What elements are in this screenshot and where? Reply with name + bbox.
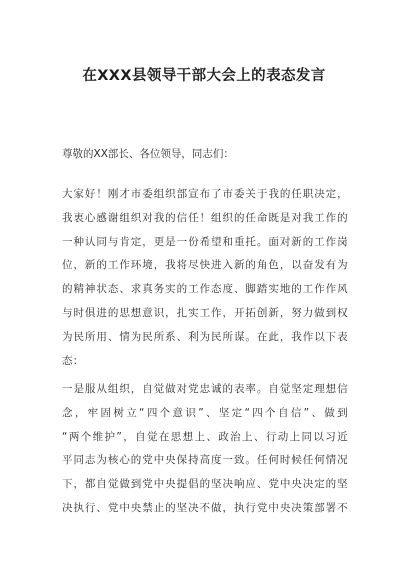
text-line: 与时俱进的思想意识，扎实工作，开拓创新，努力做到权 xyxy=(62,306,348,319)
text-line: 决执行、党中央禁止的坚决不做，执行党中央决策部署不 xyxy=(62,501,348,514)
text-line: 下，都自觉做到党中央提倡的坚决响应、党中央决定的坚 xyxy=(62,478,348,491)
text-line: 一种认同与肯定，更是一份希望和重托。面对新的工作岗 xyxy=(62,235,348,248)
text-line: 的精神状态、求真务实的工作态度、脚踏实地的工作作风 xyxy=(62,283,348,296)
text-line: 位，新的工作环境，我将尽快进入新的角色，以奋发有为 xyxy=(62,259,348,272)
text-line: 为民所用、情为民所系、利为民所谋。在此，我作以下表 xyxy=(62,330,348,343)
text-line: 一是服从组织，自觉做对党忠诚的表率。自觉坚定理想信 xyxy=(62,383,348,395)
text-line: 大家好！刚才市委组织部宣布了市委关于我的任职决定， xyxy=(62,188,348,200)
text-line: “两个维护”，自觉在思想上、政治上、行动上同以习近 xyxy=(62,430,348,443)
text-line: 态： xyxy=(62,354,84,367)
paragraph-intro xyxy=(62,183,348,373)
text-line: 念，牢固树立“四个意识”、坚定“四个自信”、做到 xyxy=(62,406,348,419)
text-line: 平同志为核心的党中央保持高度一致。任何时候任何情况 xyxy=(62,454,348,467)
document-title: 在XXX县领导干部大会上的表态发言 xyxy=(82,68,326,84)
text-line: 我衷心感谢组织对我的信任！组织的任命既是对我工作的 xyxy=(62,211,348,224)
paragraph-point-one xyxy=(62,378,348,521)
salutation: 尊敬的XX部长、各位领导，同志们： xyxy=(62,148,234,160)
